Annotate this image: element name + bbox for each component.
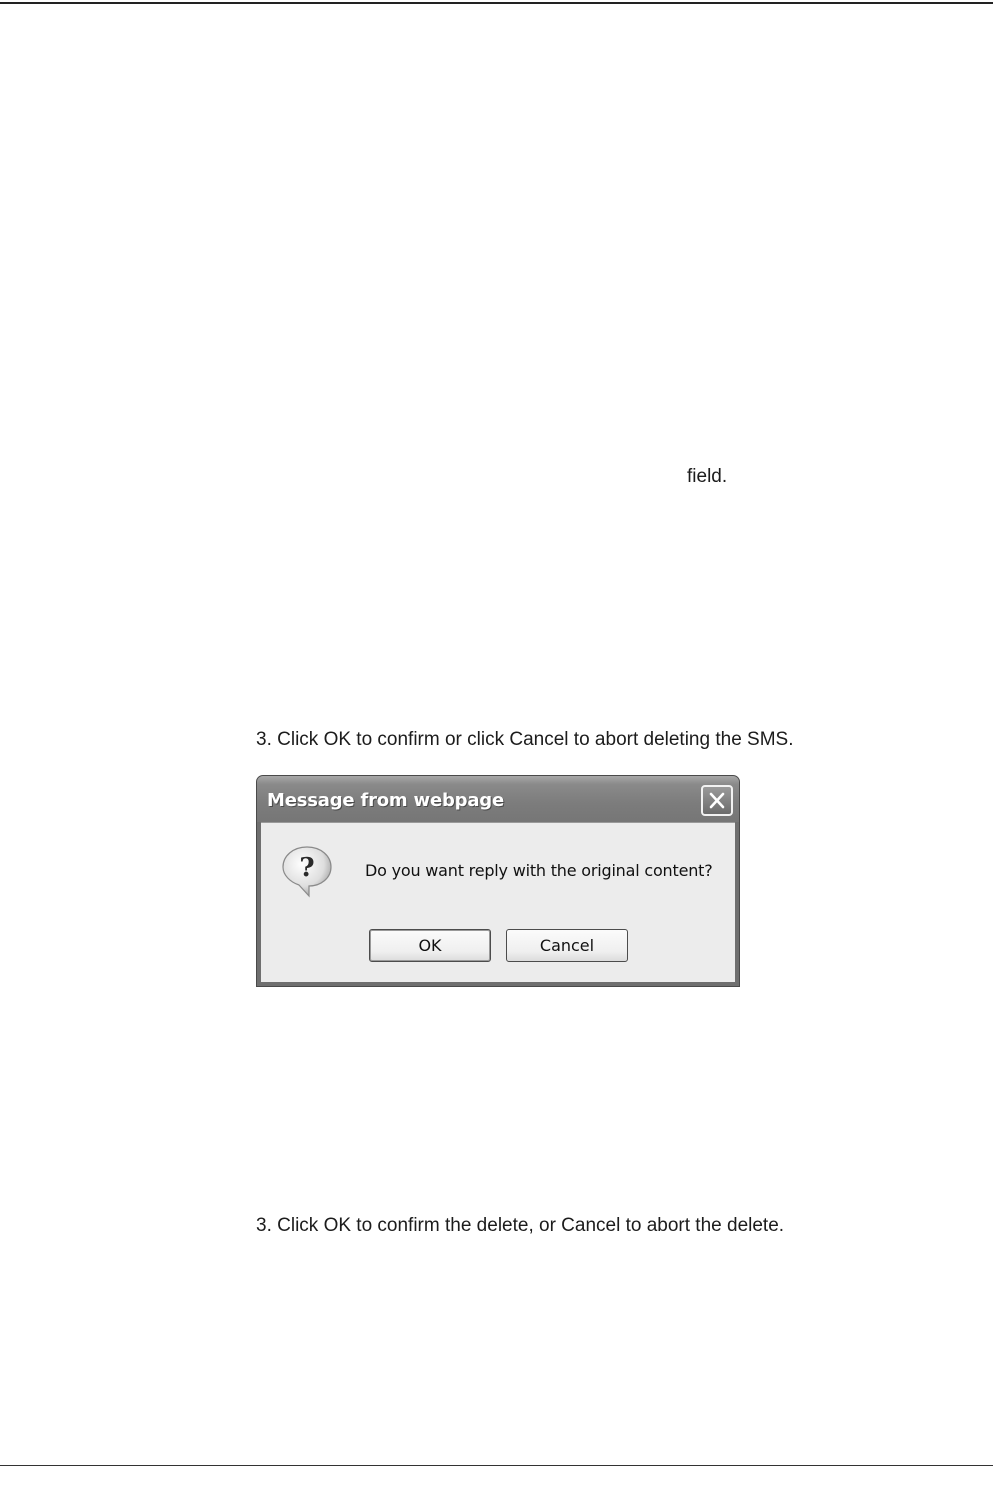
- question-icon: [279, 843, 335, 899]
- cancel-button[interactable]: Cancel: [506, 929, 628, 962]
- dialog-body: [261, 822, 735, 982]
- ok-button[interactable]: OK: [369, 929, 491, 962]
- step-reply-instruction: 3. Click OK to confirm or click Cancel to abort deleting the SMS.: [256, 729, 794, 750]
- dialog-title: Message from webpage: [267, 790, 504, 811]
- dialog-message: Do you want reply with the original content?: [365, 861, 713, 880]
- svg-text:?: ?: [299, 853, 315, 883]
- close-button[interactable]: [701, 785, 733, 816]
- close-icon: [708, 791, 726, 810]
- top-rule: [0, 2, 993, 4]
- bottom-rule: [0, 1465, 993, 1466]
- message-dialog: [256, 775, 740, 987]
- dialog-titlebar: [257, 776, 739, 822]
- field-text-fragment: field.: [687, 466, 728, 487]
- step-delete-instruction: 3. Click OK to confirm the delete, or Cancel to abort the delete.: [256, 1215, 785, 1236]
